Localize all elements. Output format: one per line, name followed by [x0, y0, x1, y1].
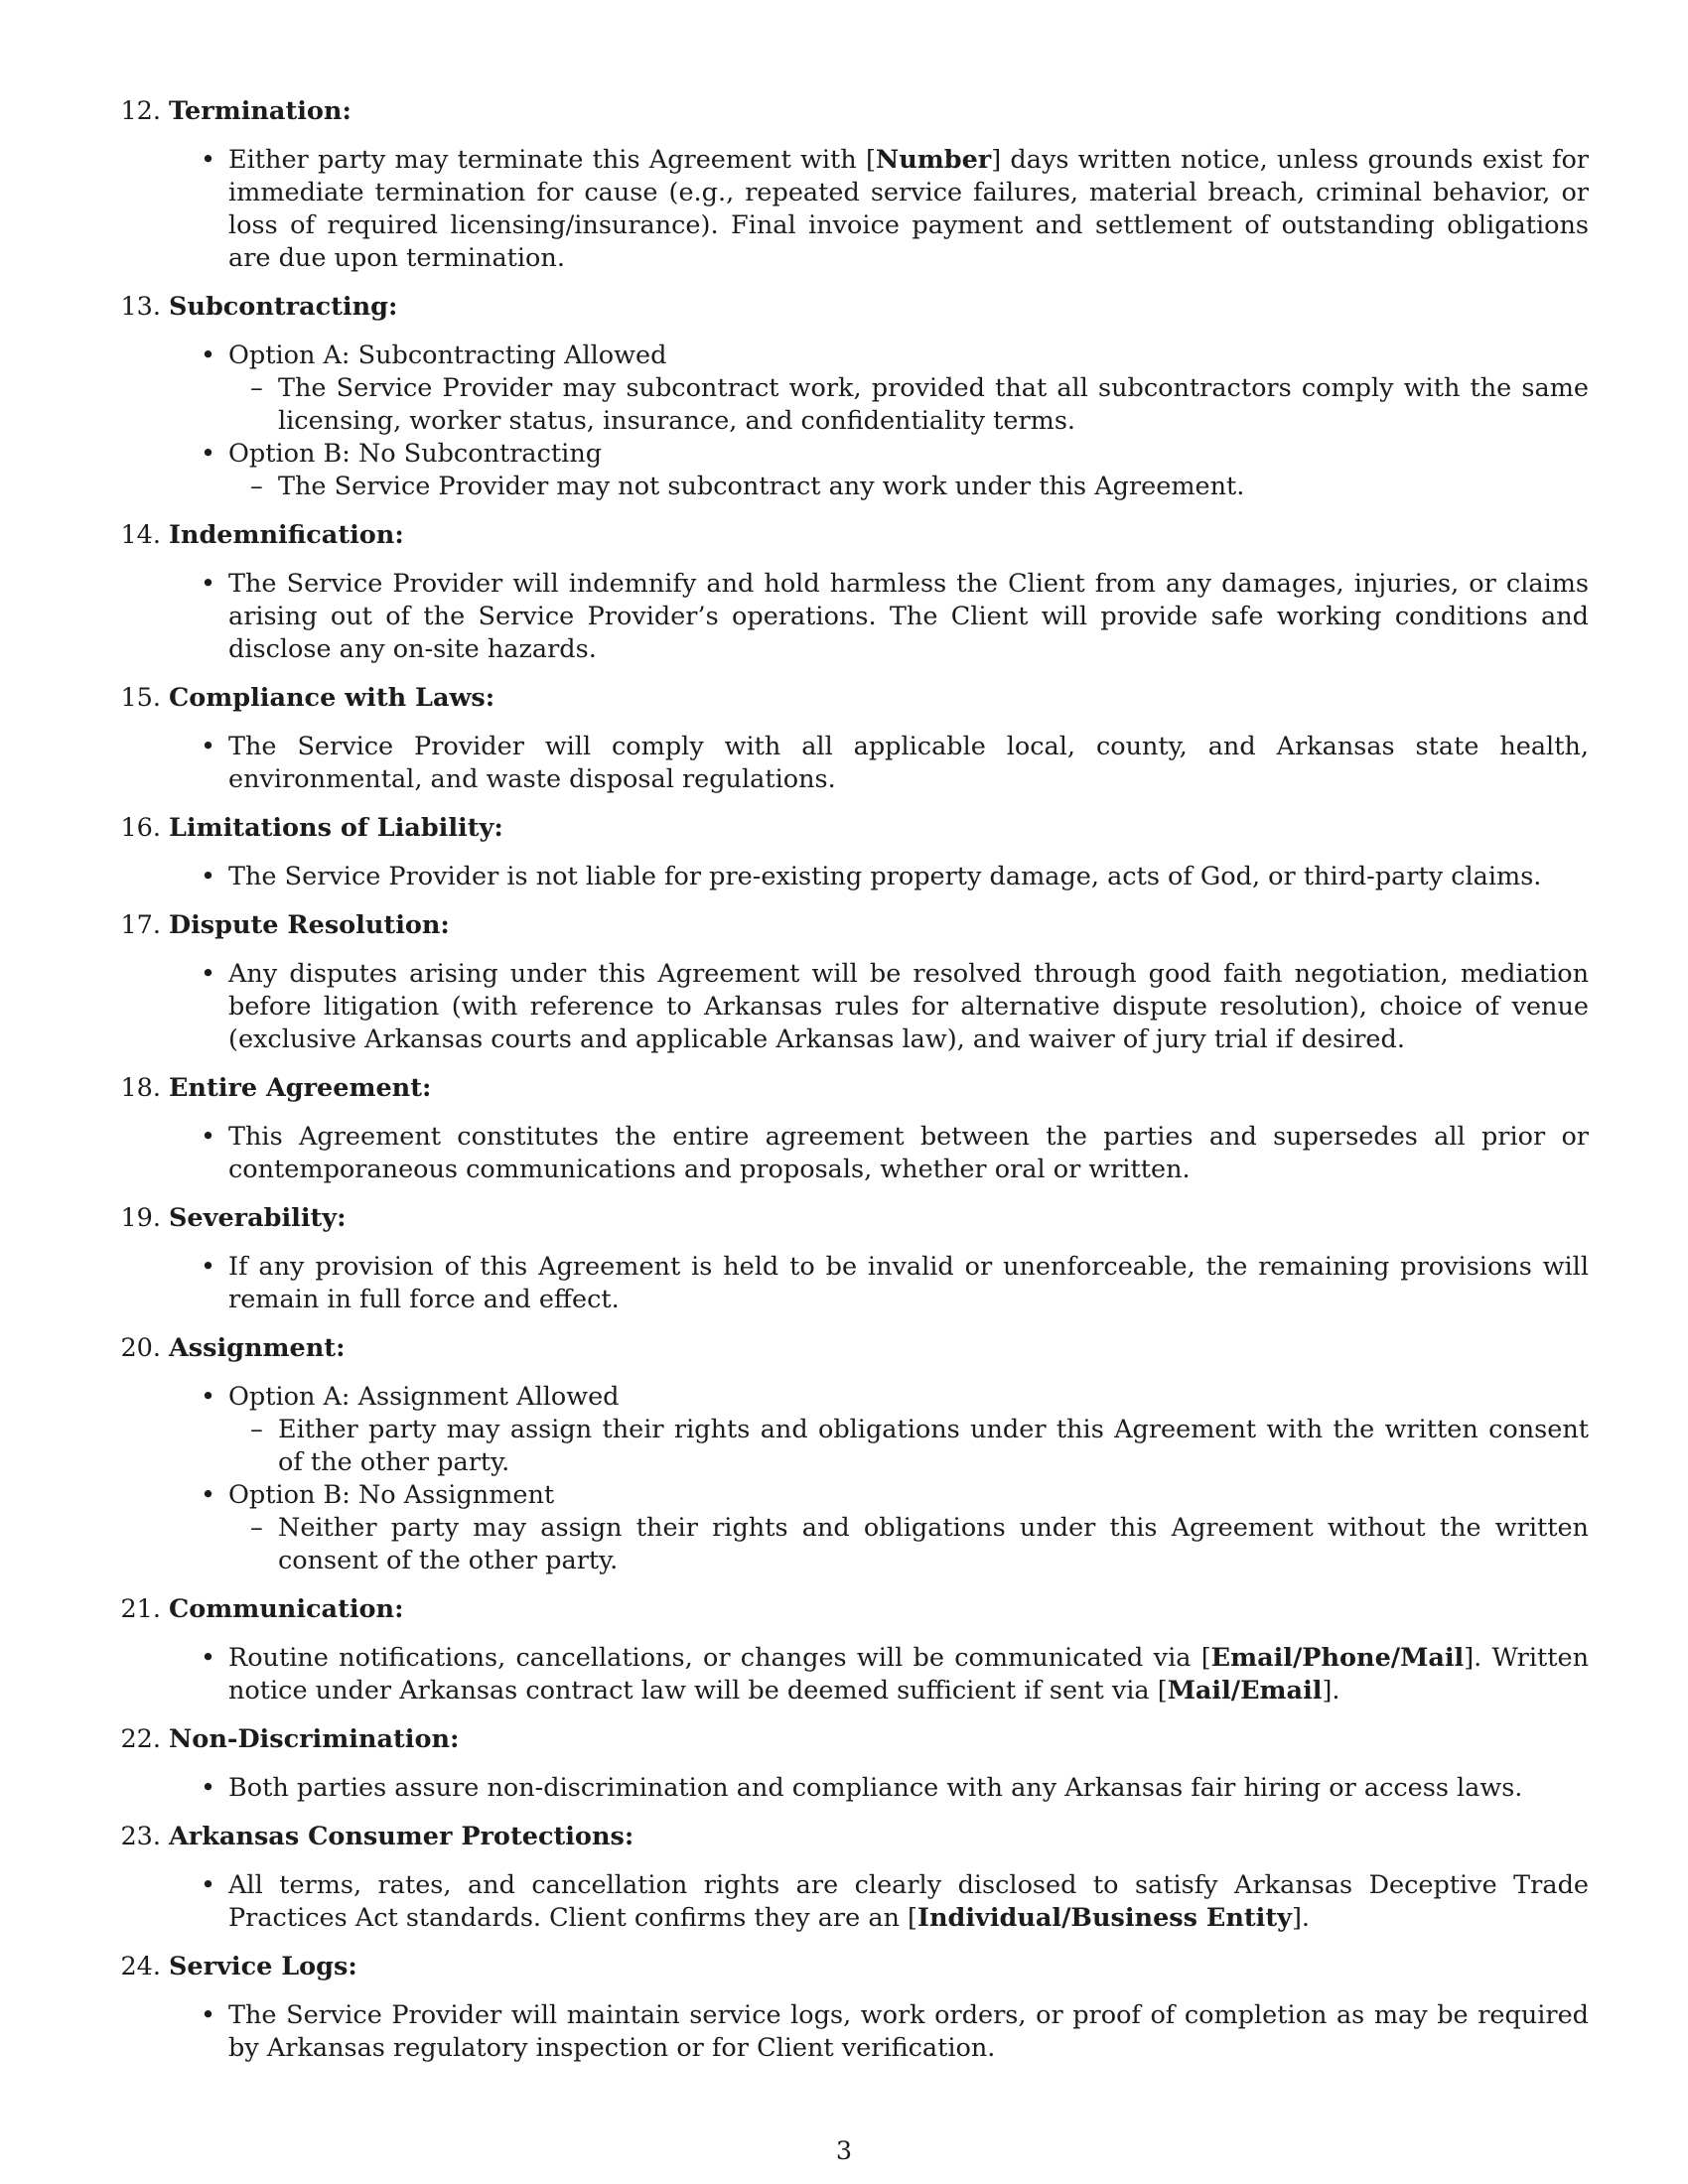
list-item: • Routine notifications, cancellations, or changes will be communicated via [Email/Phone/Mail]. Written notice under Arkansas contract law will be deemed sufficient if sent via [Mail/Email].: [228, 1642, 1589, 1707]
list-item: • Option B: No Subcontracting – The Service Provider may not subcontract any work under this Agreement.: [228, 438, 1589, 503]
section-number: 12.: [120, 96, 161, 126]
placeholder-field: Number: [875, 145, 992, 175]
section-severability: [119, 1202, 1589, 1316]
list-item: • If any provision of this Agreement is held to be invalid or unenforceable, the remaining provisions will remain in full force and effect.: [228, 1251, 1589, 1316]
section-heading: Severability:: [169, 1203, 347, 1233]
list-item: • The Service Provider will comply with all applicable local, county, and Arkansas state health, environmental, and waste disposal regulations.: [228, 731, 1589, 796]
sub-list-item: – Either party may assign their rights and obligations under this Agreement with the written consent of the other party.: [278, 1414, 1589, 1479]
section-heading: Compliance with Laws:: [169, 683, 495, 713]
section-number: 13.: [120, 292, 161, 322]
section-heading: Communication:: [169, 1594, 404, 1624]
section-number: 19.: [120, 1203, 161, 1233]
section-heading: Entire Agreement:: [169, 1073, 432, 1103]
section-number: 17.: [120, 910, 161, 940]
section-number: 21.: [120, 1594, 161, 1624]
section-heading: Arkansas Consumer Protections:: [169, 1822, 634, 1851]
placeholder-field: Email/Phone/Mail: [1210, 1643, 1465, 1673]
list-item: • All terms, rates, and cancellation rights are clearly disclosed to satisfy Arkansas Deceptive Trade Practices Act standards. Client confirms they are an [Individual/Business Entity].: [228, 1869, 1589, 1935]
section-entire-agreement: [119, 1072, 1589, 1186]
list-item: • The Service Provider is not liable for pre-existing property damage, acts of God, or third-party claims.: [228, 861, 1589, 893]
section-number: 24.: [120, 1952, 161, 1981]
section-termination: [119, 95, 1589, 275]
sub-list-item: – The Service Provider may not subcontract any work under this Agreement.: [278, 471, 1589, 503]
section-service-logs: [119, 1951, 1589, 2065]
list-item: • Any disputes arising under this Agreement will be resolved through good faith negotiation, mediation before litigation (with reference to Arkansas rules for alternative dispute resolution), choice of venue (exclusive Arkansas courts and applicable Arkansas law), and waiver of jury trial if desired.: [228, 958, 1589, 1056]
section-number: 23.: [120, 1822, 161, 1851]
document-page: [119, 95, 1589, 2081]
page-number: 3: [835, 2136, 853, 2166]
list-item: • This Agreement constitutes the entire agreement between the parties and supersedes all prior or contemporaneous communications and proposals, whether oral or written.: [228, 1121, 1589, 1186]
section-compliance: [119, 682, 1589, 796]
placeholder-field: Mail/Email: [1167, 1676, 1323, 1706]
section-heading: Dispute Resolution:: [169, 910, 450, 940]
section-heading: Termination:: [169, 96, 352, 126]
section-number: 15.: [120, 683, 161, 713]
section-number: 22.: [120, 1724, 161, 1754]
section-heading: Limitations of Liability:: [169, 813, 503, 843]
section-communication: [119, 1593, 1589, 1707]
section-indemnification: [119, 519, 1589, 666]
section-heading: Service Logs:: [169, 1952, 357, 1981]
section-heading: Assignment:: [169, 1333, 346, 1363]
section-heading: Indemnification:: [169, 520, 404, 550]
section-liability: [119, 812, 1589, 893]
section-number: 18.: [120, 1073, 161, 1103]
section-consumer-protections: [119, 1821, 1589, 1935]
section-number: 20.: [120, 1333, 161, 1363]
section-non-discrimination: [119, 1723, 1589, 1805]
section-subcontracting: [119, 291, 1589, 503]
placeholder-field: Individual/Business Entity: [917, 1903, 1292, 1933]
section-dispute-resolution: [119, 909, 1589, 1056]
section-heading: Subcontracting:: [169, 292, 398, 322]
list-item: • Option A: Assignment Allowed – Either party may assign their rights and obligations under this Agreement with the written consent of the other party.: [228, 1381, 1589, 1479]
section-heading: Non-Discrimination:: [169, 1724, 460, 1754]
list-item: • The Service Provider will maintain service logs, work orders, or proof of completion as may be required by Arkansas regulatory inspection or for Client verification.: [228, 1999, 1589, 2065]
section-assignment: [119, 1332, 1589, 1577]
list-item: • Option B: No Assignment – Neither party may assign their rights and obligations under this Agreement without the written consent of the other party.: [228, 1479, 1589, 1577]
section-number: 14.: [120, 520, 161, 550]
list-item: • Option A: Subcontracting Allowed – The Service Provider may subcontract work, provided that all subcontractors comply with the same licensing, worker status, insurance, and confidentiality terms.: [228, 340, 1589, 438]
list-item: • Both parties assure non-discrimination and compliance with any Arkansas fair hiring or access laws.: [228, 1772, 1589, 1805]
sub-list-item: – The Service Provider may subcontract work, provided that all subcontractors comply with the same licensing, worker status, insurance, and confidentiality terms.: [278, 372, 1589, 438]
sub-list-item: – Neither party may assign their rights and obligations under this Agreement without the written consent of the other party.: [278, 1512, 1589, 1577]
list-item: • Either party may terminate this Agreement with [Number] days written notice, unless grounds exist for immediate termination for cause (e.g., repeated service failures, material breach, criminal behavior, or loss of required licensing/insurance). Final invoice payment and settlement of outstanding obligations are due upon termination.: [228, 144, 1589, 275]
section-number: 16.: [120, 813, 161, 843]
list-item: • The Service Provider will indemnify and hold harmless the Client from any damages, injuries, or claims arising out of the Service Provider’s operations. The Client will provide safe working conditions and disclose any on-site hazards.: [228, 568, 1589, 666]
